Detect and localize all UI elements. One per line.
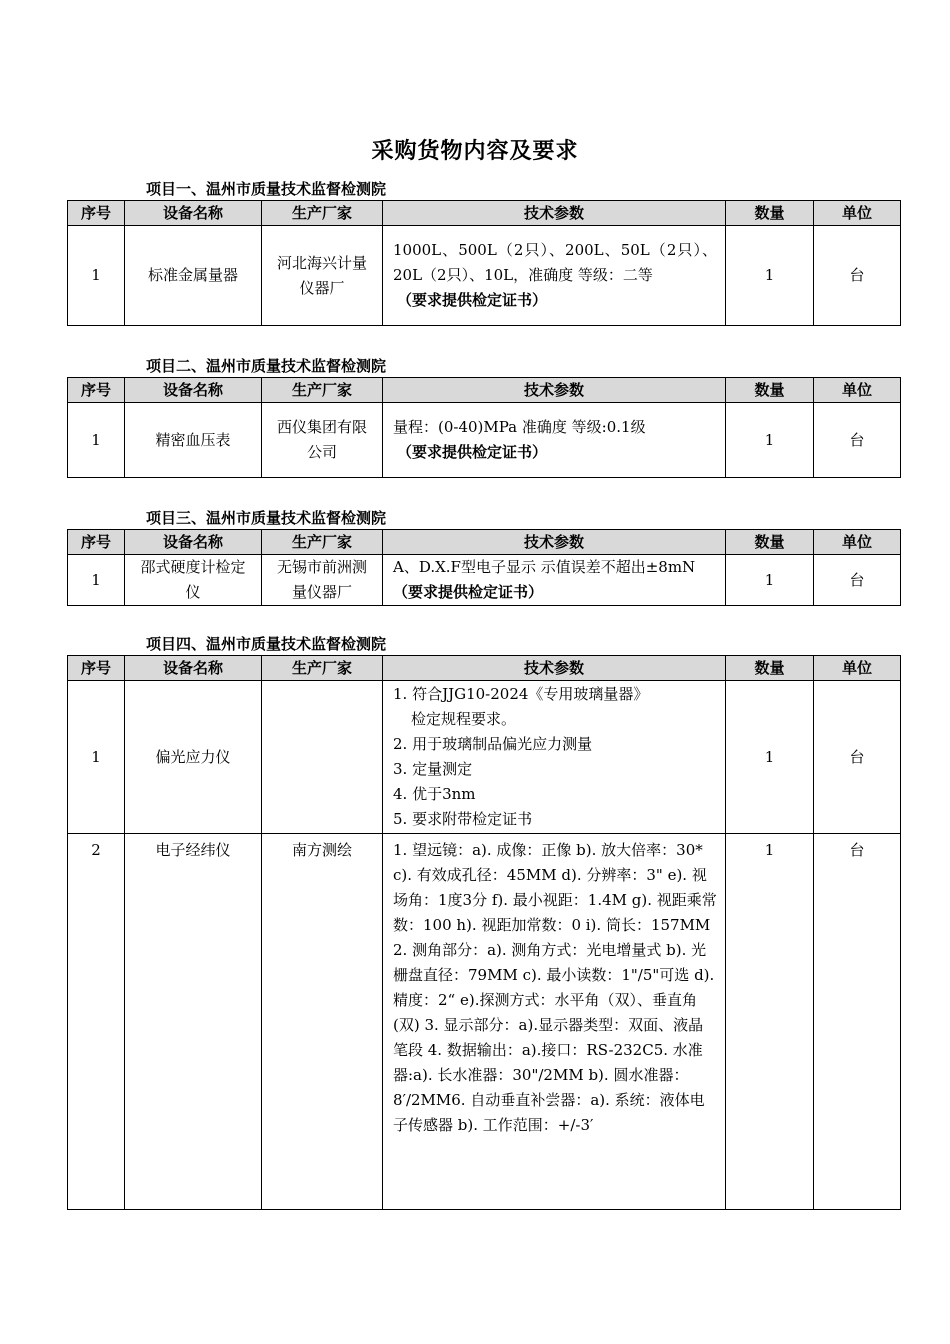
table-row <box>68 681 901 834</box>
cell-unit: 台 <box>814 555 901 606</box>
table-row <box>68 226 901 326</box>
cell-unit: 台 <box>814 681 901 834</box>
param-line: 4. 优于3nm <box>393 785 476 803</box>
cell-param <box>383 555 726 606</box>
header-param: 技术参数 <box>383 201 726 226</box>
param-text: 1000L、500L（2只）、200L、50L（2只）、20L（2只）、10L，准确度 等级：二等 <box>393 241 717 284</box>
cell-qty: 1 <box>726 555 814 606</box>
header-param: 技术参数 <box>383 656 726 681</box>
cell-param <box>383 681 726 834</box>
header-maker: 生产厂家 <box>262 201 383 226</box>
table-header-row <box>68 201 901 226</box>
header-qty: 数量 <box>726 201 814 226</box>
header-no: 序号 <box>68 201 125 226</box>
header-param: 技术参数 <box>383 530 726 555</box>
cell-name: 邵式硬度计检定仪 <box>125 555 262 606</box>
header-no: 序号 <box>68 530 125 555</box>
document-title: 采购货物内容及要求 <box>371 139 579 164</box>
header-param: 技术参数 <box>383 378 726 403</box>
cell-qty: 1 <box>726 226 814 326</box>
project-4-table <box>67 655 901 1210</box>
param-line: 检定规程要求。 <box>411 710 517 728</box>
table-header-row <box>68 378 901 403</box>
header-maker: 生产厂家 <box>262 656 383 681</box>
table-header-row <box>68 656 901 681</box>
project-2-title: 项目二、温州市质量技术监督检测院 <box>146 357 387 375</box>
cell-param: 1. 望远镜：a). 成像：正像 b). 放大倍率：30* c). 有效成孔径：45MM d). 分辨率：3" e). 视场角：1度3分 f). 最小视距：1.4M g). 视距乘常数：100 h). 视距加常数：0 i). 筒长：157MM 2. 测角部分：a). 测角方式：光电增量式 b). 光栅盘直径：79MM c). 最小读数：1"/5"可选 d). 精度：2“ e).探测方式：水平角（双）、垂直角(双) 3. 显示部分：a).显示器类型：双面、液晶笔段 4. 数据输出：a).接口：RS-232C5. 水准器:a). 长水准器：30"/2MM b). 圆水准器：8′/2MM6. 自动垂直补尝器：a). 系统：液体电子传感器 b). 工作范围：+/-3′ <box>383 834 726 1210</box>
cell-unit: 台 <box>814 834 901 1210</box>
cell-param <box>383 403 726 478</box>
cell-unit: 台 <box>814 403 901 478</box>
cert-requirement: （要求提供检定证书） <box>393 583 544 601</box>
param-line: 1. 符合JJG10-2024《专用玻璃量器》 <box>393 685 649 703</box>
cell-name: 电子经纬仪 <box>125 834 262 1210</box>
cell-qty: 1 <box>726 403 814 478</box>
table-row <box>68 403 901 478</box>
cell-unit: 台 <box>814 226 901 326</box>
header-name: 设备名称 <box>125 530 262 555</box>
param-text: 量程：(0-40)MPa 准确度 等级:0.1级 <box>393 418 646 436</box>
header-unit: 单位 <box>814 656 901 681</box>
cell-no: 1 <box>68 681 125 834</box>
header-maker: 生产厂家 <box>262 530 383 555</box>
cell-qty: 1 <box>726 834 814 1210</box>
cell-maker: 河北海兴计量仪器厂 <box>262 226 383 326</box>
header-unit: 单位 <box>814 530 901 555</box>
header-name: 设备名称 <box>125 378 262 403</box>
cell-no: 1 <box>68 403 125 478</box>
header-no: 序号 <box>68 656 125 681</box>
param-line: 5. 要求附带检定证书 <box>393 810 533 828</box>
header-maker: 生产厂家 <box>262 378 383 403</box>
header-name: 设备名称 <box>125 201 262 226</box>
header-no: 序号 <box>68 378 125 403</box>
project-3-table <box>67 529 901 606</box>
cell-name: 偏光应力仪 <box>125 681 262 834</box>
header-qty: 数量 <box>726 378 814 403</box>
header-qty: 数量 <box>726 656 814 681</box>
cell-name: 标准金属量器 <box>125 226 262 326</box>
project-4-title: 项目四、温州市质量技术监督检测院 <box>146 635 387 653</box>
cell-maker <box>262 681 383 834</box>
param-text: A、D.X.F型电子显示 示值误差不超出±8mN <box>393 558 696 576</box>
header-unit: 单位 <box>814 201 901 226</box>
header-unit: 单位 <box>814 378 901 403</box>
header-qty: 数量 <box>726 530 814 555</box>
project-2-table <box>67 377 901 478</box>
table-row <box>68 834 901 1210</box>
project-1-table <box>67 200 901 326</box>
cell-no: 1 <box>68 555 125 606</box>
cell-qty: 1 <box>726 681 814 834</box>
param-line: 3. 定量测定 <box>393 760 473 778</box>
table-header-row <box>68 530 901 555</box>
project-3-title: 项目三、温州市质量技术监督检测院 <box>146 509 387 527</box>
cell-maker: 南方测绘 <box>262 834 383 1210</box>
cert-requirement: （要求提供检定证书） <box>397 291 548 309</box>
cell-name: 精密血压表 <box>125 403 262 478</box>
header-name: 设备名称 <box>125 656 262 681</box>
cert-requirement: （要求提供检定证书） <box>397 443 548 461</box>
param-line: 2. 用于玻璃制品偏光应力测量 <box>393 735 593 753</box>
table-row <box>68 555 901 606</box>
cell-no: 2 <box>68 834 125 1210</box>
project-1-title: 项目一、温州市质量技术监督检测院 <box>146 180 387 198</box>
cell-maker: 无锡市前洲测量仪器厂 <box>262 555 383 606</box>
cell-maker: 西仪集团有限公司 <box>262 403 383 478</box>
cell-param <box>383 226 726 326</box>
cell-no: 1 <box>68 226 125 326</box>
